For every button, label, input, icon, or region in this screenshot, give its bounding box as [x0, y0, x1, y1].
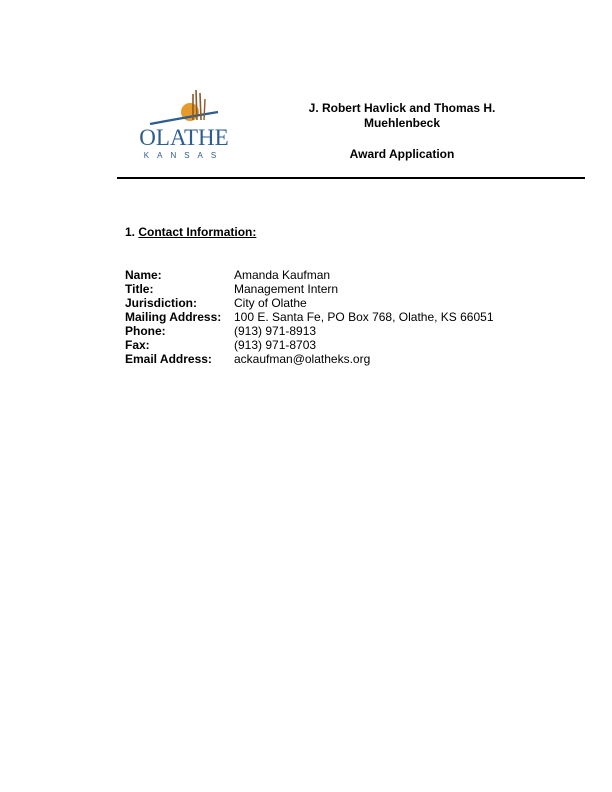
- contact-label: Title:: [125, 282, 154, 296]
- contact-row-jurisdiction: [125, 296, 494, 310]
- olathe-kansas-logo: [130, 88, 238, 162]
- logo-reed: [196, 90, 197, 120]
- logo-reed: [200, 93, 201, 120]
- section-heading: [125, 225, 256, 239]
- contact-value: 100 E. Santa Fe, PO Box 768, Olathe, KS 66051: [234, 310, 494, 324]
- contact-value: Management Intern: [234, 282, 339, 296]
- contact-label: Name:: [125, 268, 162, 282]
- contact-value: (913) 971-8913: [234, 324, 317, 338]
- contact-row-email: [125, 352, 494, 366]
- contact-information-table: [125, 268, 494, 366]
- logo-reed: [204, 99, 205, 120]
- contact-row-name: [125, 268, 494, 282]
- contact-row-mailing-address: [125, 310, 494, 324]
- contact-row-title: [125, 282, 494, 296]
- logo-wordmark: OLATHE: [139, 125, 229, 150]
- contact-value: City of Olathe: [234, 296, 307, 310]
- logo-state: KANSAS: [143, 151, 225, 160]
- contact-label: Fax:: [125, 338, 150, 352]
- section-heading-text: Contact Information:: [138, 225, 257, 239]
- contact-label: Email Address:: [125, 352, 212, 366]
- contact-row-fax: [125, 338, 494, 352]
- olathe-logo-graphic: [130, 88, 238, 162]
- contact-value: (913) 971-8703: [234, 338, 317, 352]
- contact-label: Mailing Address:: [125, 310, 222, 324]
- contact-row-phone: [125, 324, 494, 338]
- page-subtitle: Award Application: [349, 147, 455, 161]
- contact-label: Phone:: [125, 324, 166, 338]
- contact-value: ackaufman@olatheks.org: [234, 352, 371, 366]
- contact-value: Amanda Kaufman: [234, 268, 331, 282]
- contact-label: Jurisdiction:: [125, 296, 198, 310]
- page-title: J. Robert Havlick and Thomas H. Muehlenbeck: [308, 101, 496, 130]
- header-divider: [117, 177, 585, 179]
- section-number: 1.: [125, 225, 136, 239]
